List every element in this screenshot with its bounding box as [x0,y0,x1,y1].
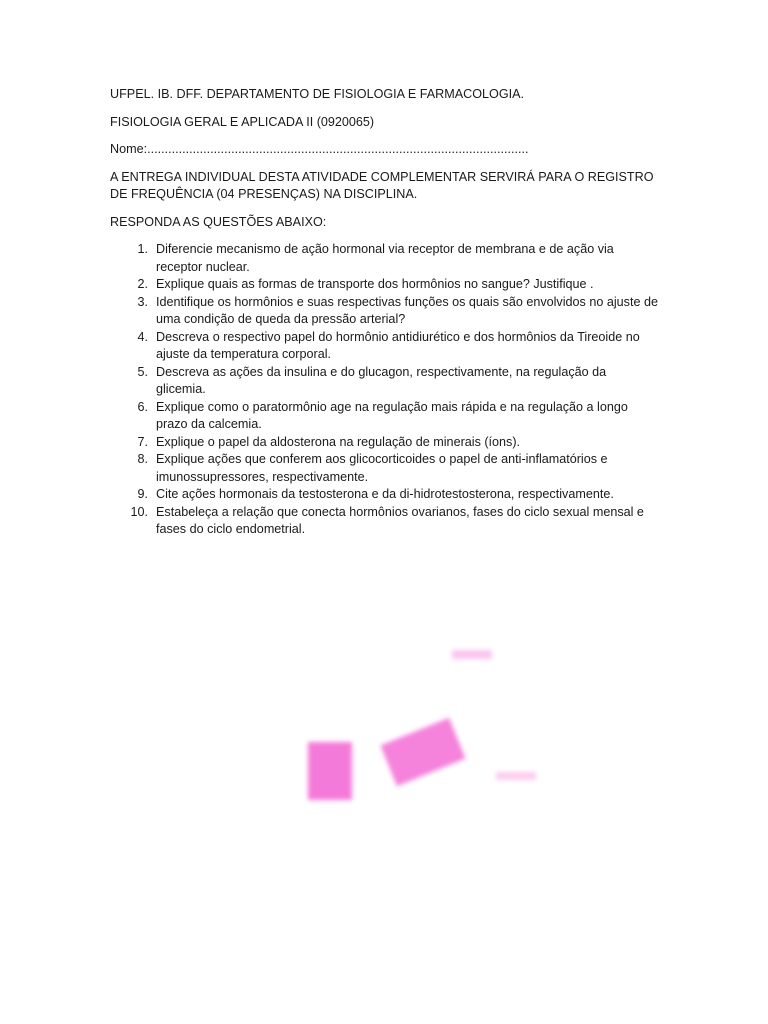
pink-smudge-mark [496,772,536,780]
question-text: Descreva as ações da insulina e do glucagon, respectivamente, na regulação da glicemia. [156,364,607,396]
list-item [110,329,658,364]
list-item [110,486,658,504]
question-text: Explique como o paratormônio age na regulação mais rápida e na regulação a longo prazo da calcemia. [156,399,628,431]
list-item [110,399,658,434]
pink-smudge-mark [452,650,492,659]
document-body [110,86,658,539]
question-number: 8. [137,452,148,466]
institution-header: UFPEL. IB. DFF. DEPARTAMENTO DE FISIOLOGIA E FARMACOLOGIA. [110,87,525,101]
list-item [110,294,658,329]
question-number: 3. [137,294,148,309]
questions-prompt: RESPONDA AS QUESTÕES ABAIXO: [110,214,327,229]
list-item [110,504,658,539]
question-number: 6. [137,399,148,414]
course-title: FISIOLOGIA GERAL E APLICADA II (0920065) [110,114,375,129]
question-number: 5. [137,364,148,379]
question-number: 2. [137,277,148,291]
question-number: 7. [137,434,148,449]
question-text: Identifique os hormônios e suas respectivas funções os quais são envolvidos no ajuste de uma condição de queda da pressão arterial? [156,294,658,326]
list-item [110,434,658,452]
question-number: 4. [137,329,148,344]
pink-smudge-mark [308,742,352,800]
question-number: 9. [137,487,148,501]
question-text: Descreva o respectivo papel do hormônio antidiurético e dos hormônios da Tireoide no ajuste da temperatura corporal. [156,329,640,361]
list-item [110,241,658,276]
questions-list [110,241,658,539]
question-text: Diferencie mecanismo de ação hormonal via receptor de membrana e de ação via receptor nuclear. [156,242,614,274]
question-text: Cite ações hormonais da testosterona e da di-hidrotestosterona, respectivamente. [156,487,614,501]
attendance-notice: A ENTREGA INDIVIDUAL DESTA ATIVIDADE COMPLEMENTAR SERVIRÁ PARA O REGISTRO DE FREQUÊNCIA (04 PRESENÇAS) NA DISCIPLINA. [110,169,654,201]
question-text: Explique ações que conferem aos glicocorticoides o papel de anti-inflamatórios e imunossupressores, respectivamente. [156,452,608,484]
question-text: Explique o papel da aldosterona na regulação de minerais (íons). [156,434,521,449]
question-text: Estabeleça a relação que conecta hormônios ovarianos, fases do ciclo sexual mensal e fases do ciclo endometrial. [156,504,644,536]
list-item [110,276,658,294]
question-number: 10. [130,504,148,519]
name-field: Nome:............................................................................................................. [110,142,529,156]
question-text: Explique quais as formas de transporte dos hormônios no sangue? Justifique . [156,277,594,291]
pink-smudge-mark [380,718,465,787]
list-item [110,451,658,486]
question-number: 1. [137,242,148,256]
list-item [110,364,658,399]
